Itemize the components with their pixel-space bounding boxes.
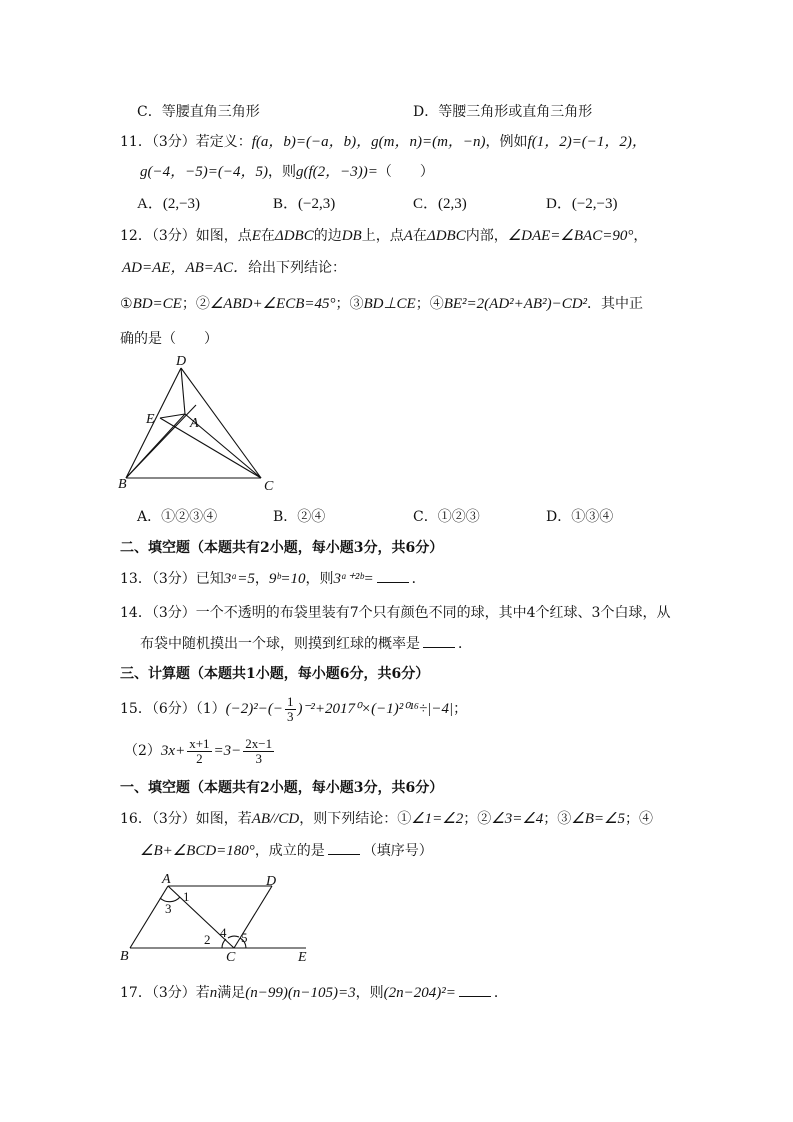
label-b: B: [120, 949, 129, 964]
label-d: D: [176, 355, 187, 369]
label-e: E: [298, 950, 307, 965]
label-c: C: [226, 950, 236, 965]
question-17: 17．（3分）若n满足(n−99)(n−105)=3，则(2n−204)²= ．: [120, 985, 508, 1001]
answer-blank[interactable]: [377, 570, 409, 583]
question-12-line1: 12．（3分）如图，点E在ΔDBC的边DB上，点A在ΔDBC内部，∠DAE=∠BAC=90°，: [120, 228, 648, 244]
label-b: B: [118, 477, 127, 492]
question-12-line2: AD=AE，AB=AC．给出下列结论：: [122, 260, 347, 276]
q11-option-a: A．(2,−3): [137, 196, 201, 212]
answer-blank[interactable]: [423, 635, 455, 648]
section-4-heading: 一、填空题（本题共有2小题，每小题3分，共6分）: [120, 780, 444, 796]
angle-label-1: 1: [183, 889, 190, 904]
triangle-figure: [110, 355, 290, 495]
label-a: A: [162, 872, 171, 887]
q11-option-c: C．(2,3): [413, 196, 467, 212]
q11-option-d: D．(−2,−3): [546, 196, 618, 212]
question-15-part2: （2）3x+ $\frac{x+1}{2}$ =3− $\frac{2x-1}{3}$: [124, 735, 273, 766]
section-2-heading: 二、填空题（本题共有2小题，每小题3分，共6分）: [120, 540, 444, 556]
q12-option-d: D．①③④: [546, 509, 614, 525]
segment-bd-inner: [126, 405, 196, 478]
question-12-line3: ①BD=CE；②∠ABD+∠ECB=45°；③BD⊥CE；④BE²=2(AD²+AB²)−CD²．其中正: [120, 296, 644, 312]
q11-option-b: B．(−2,3): [273, 196, 336, 212]
label-e: E: [146, 412, 155, 427]
segment-dc: [234, 886, 272, 948]
q10-option-d: D．等腰三角形或直角三角形: [413, 104, 593, 120]
answer-blank[interactable]: [459, 984, 491, 997]
angle-label-5: 5: [241, 930, 248, 945]
angle-label-4: 4: [220, 925, 227, 940]
q10-option-c: C．等腰直角三角形: [137, 104, 260, 120]
question-12-line4: 确的是（ ）: [120, 331, 218, 347]
question-11-line1: 11．（3分）若定义：f(a，b)=(−a，b)，g(m，n)=(m，−n)，例如f(1，2)=(−1，2)，: [120, 134, 647, 150]
label-c: C: [264, 479, 274, 494]
angle-arc-c2: [222, 939, 226, 948]
question-16-line1: 16．（3分）如图，若AB//CD，则下列结论：①∠1=∠2；②∠3=∠4；③∠B=∠5；④: [120, 811, 653, 827]
question-14-line1: 14．（3分）一个不透明的布袋里装有7个只有颜色不同的球，其中4个红球、3个白球，从: [120, 605, 671, 621]
label-d: D: [266, 874, 277, 889]
angle-label-2: 2: [204, 932, 211, 947]
q12-option-a: A．①②③④: [137, 509, 218, 525]
answer-blank[interactable]: [328, 842, 360, 855]
section-3-heading: 三、计算题（本题共1小题，每小题6分，共6分）: [120, 666, 430, 682]
segment-da: [181, 368, 185, 414]
angle-arc-c4: [228, 936, 239, 938]
question-11-line2: g(−4，−5)=(−4，5)，则g(f(2，−3))=（ ）: [140, 164, 434, 180]
label-a: A: [190, 416, 199, 431]
angle-label-3: 3: [165, 901, 172, 916]
segment-ab: [130, 886, 168, 948]
question-15-part1: 15．（6分）（1）(−2)²−(− $\frac{1}{3}$ )⁻²+2017⁰×(−1)²⁰¹⁶÷|−4|；: [120, 693, 468, 724]
question-16-line2: ∠B+∠BCD=180°，成立的是 （填序号）: [140, 843, 433, 859]
question-13: 13．（3分）已知3ᵃ=5，9ᵇ=10，则3ᵃ⁺²ᵇ= ．: [120, 571, 426, 587]
q12-option-c: C．①②③: [413, 509, 480, 525]
parallelogram-figure: [110, 868, 320, 968]
question-14-line2: 布袋中随机摸出一个球，则摸到红球的概率是 ．: [140, 636, 472, 652]
q12-option-b: B．②④: [273, 509, 326, 525]
